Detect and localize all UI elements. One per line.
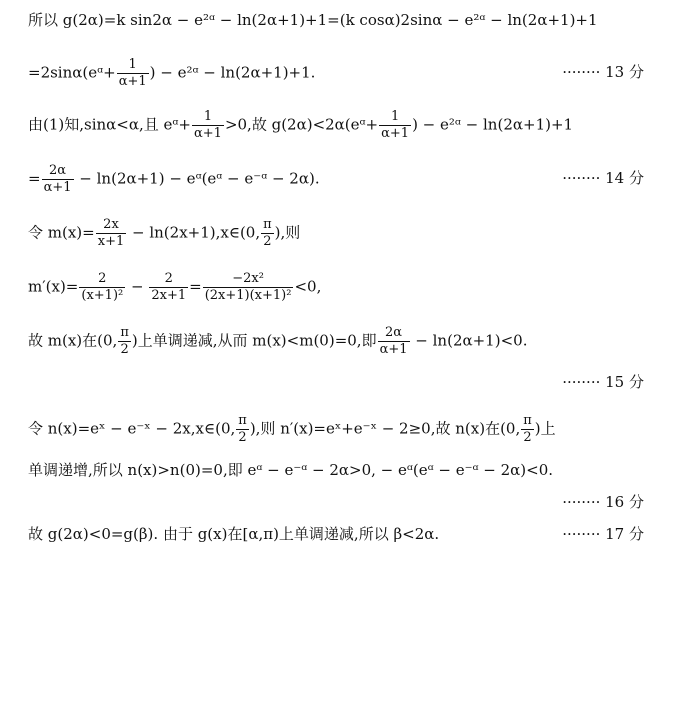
numerator: 2x [103,217,119,232]
fraction [203,272,294,303]
numerator: 2α [385,325,403,340]
text: − [126,277,149,296]
fraction [118,326,131,357]
fraction [378,326,410,357]
text: = [189,277,202,296]
text: m′(x)= [28,277,79,296]
numerator: 2α [49,163,67,178]
numerator: 2 [164,271,173,286]
fraction [379,110,411,141]
text: 所以 g(2α)=k sin2α − e²ᵅ − ln(2α+1)+1=(k cosα)2sinα − e²ᵅ − ln(2α+1)+1 [28,11,598,29]
denominator: α+1 [118,74,147,89]
denominator: α+1 [379,342,408,357]
numerator: 1 [390,109,400,124]
denominator: x+1 [97,234,125,249]
text: ) − e²ᵅ − ln(2α+1)+1 [412,115,574,134]
text: 故 m(x)在(0, [28,331,118,350]
line-4 [28,164,320,195]
numerator: 1 [203,109,213,124]
denominator: 2 [521,429,534,445]
text: ) − e²ᵅ − ln(2α+1)+1. [149,63,316,82]
numerator: −2x² [232,271,264,286]
text: = [28,169,41,188]
numerator: π [523,413,532,428]
text: ),则 n′(x)=eˣ+e⁻ˣ − 2≥0,故 n(x)在(0, [249,419,521,438]
score-17: ········ 17 分 [562,525,644,543]
denominator: α+1 [193,126,222,141]
denominator: 2 [118,341,131,357]
line-5 [28,218,300,249]
fraction [236,414,249,445]
denominator: (2x+1)(x+1)² [204,288,292,303]
denominator: 2 [261,233,274,249]
text: <0, [294,277,322,296]
fraction [42,164,74,195]
text: )上单调递减,从而 m(x)<m(0)=0,即 [131,331,377,350]
text: 令 n(x)=eˣ − e⁻ˣ − 2x,x∈(0, [28,419,236,438]
text: 故 g(2α)<0=g(β). 由于 g(x)在[α,π)上单调递减,所以 β<2α. [28,525,440,543]
line-9 [28,460,553,480]
text: 令 m(x)= [28,223,95,242]
fraction [117,58,149,89]
score-14: ········ 14 分 [562,169,644,187]
line-10 [28,524,439,544]
denominator: 2x+1 [151,288,187,303]
line-3 [28,110,573,141]
fraction [96,218,127,249]
numerator: π [120,325,129,340]
text: ),则 [274,223,301,242]
text: − ln(2x+1),x∈(0, [127,223,261,242]
score-13: ········ 13 分 [562,63,644,81]
numerator: π [263,217,272,232]
numerator: π [238,413,247,428]
text: − ln(2α+1)<0. [410,331,528,350]
text: − ln(2α+1) − eᵅ(eᵅ − e⁻ᵅ − 2α). [74,169,320,188]
score-15: ········ 15 分 [562,373,644,391]
denominator: α+1 [381,126,410,141]
fraction [521,414,534,445]
text: 由(1)知,sinα<α,且 eᵅ+ [28,115,191,134]
text: >0,故 g(2α)<2α(eᵅ+ [224,115,379,134]
fraction [79,272,125,303]
fraction [192,110,224,141]
line-1 [28,10,598,30]
text: )上 [534,419,556,438]
numerator: 1 [128,57,137,72]
denominator: 2 [236,429,249,445]
score-16: ········ 16 分 [562,493,644,511]
text: 单调递增,所以 n(x)>n(0)=0,即 eᵅ − e⁻ᵅ − 2α>0, − eᵅ(eᵅ − e⁻ᵅ − 2α)<0. [28,461,554,479]
line-7 [28,326,527,357]
line-8 [28,414,556,445]
denominator: α+1 [43,180,72,195]
numerator: 2 [98,271,107,286]
fraction [261,218,274,249]
text: =2sinα(eᵅ+ [28,63,116,82]
line-2 [28,58,315,89]
denominator: (x+1)² [81,288,124,303]
fraction [149,272,188,303]
line-6 [28,272,321,303]
